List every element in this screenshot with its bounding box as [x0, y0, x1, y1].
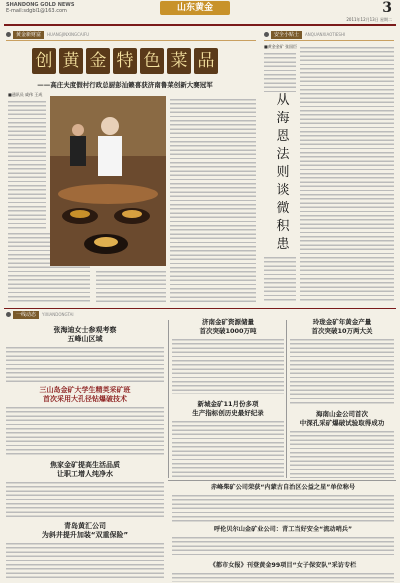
vertical-char: 谈 [276, 183, 290, 198]
vertical-char: 积 [276, 219, 290, 234]
title-char: 色 [140, 48, 164, 74]
bullet-icon [6, 312, 11, 317]
chef-photo-image [50, 96, 166, 266]
article-body [6, 406, 164, 456]
vertical-char: 微 [276, 201, 290, 216]
vertical-char: 海 [276, 111, 290, 126]
divider [168, 480, 396, 481]
article-title [290, 318, 394, 336]
title-char: 菜 [167, 48, 191, 74]
article-title [6, 522, 164, 540]
headline: 济南金矿资源储量 [202, 318, 254, 326]
article-body [172, 494, 394, 522]
headline: 青岛黄汇公司 [64, 522, 106, 530]
brand-logo: 山东黄金 [160, 1, 230, 15]
headline-2: 五峰山区域 [67, 335, 103, 343]
masthead-rule [4, 24, 396, 26]
lead-title [30, 48, 220, 76]
article-body [6, 346, 164, 382]
lead-subtitle: ——高庄夫度假村行政总厨彭汕籁喜获济南鲁菜创新大赛冠军 [37, 81, 213, 89]
safety-text-intro [264, 52, 296, 92]
article-body [290, 338, 394, 404]
chef-photo [50, 96, 166, 266]
safety-byline: ■黄金金矿 张国臣 [264, 44, 298, 49]
article-title [172, 318, 284, 336]
vertical-char: 从 [276, 93, 290, 108]
divider [4, 308, 396, 309]
article-title: 呼伦贝尔山金矿业公司：青工当好安全“流动哨兵” [213, 526, 353, 533]
lead-text-col-1 [8, 100, 46, 230]
headline-2: 中深孔采矿爆破试验取得成功 [299, 419, 385, 427]
article-body [290, 430, 394, 478]
vertical-char: 则 [276, 165, 290, 180]
headline-2: 首次采用大孔径钻爆破技术 [43, 395, 127, 403]
headline: 新城金矿11月份多项 [197, 400, 259, 408]
article-body [6, 542, 164, 580]
headline: 玲珑金矿年黄金产量 [312, 318, 372, 326]
section-header-safety [264, 31, 394, 39]
section-header-culture [6, 31, 256, 39]
divider [168, 320, 169, 478]
lead-byline: ■通讯员 咸伟 王成 [8, 92, 43, 97]
paper-name: SHANDONG GOLD NEWS [6, 2, 75, 8]
section-en: HUANGJINXINGCAIFU [47, 32, 90, 37]
title-char: 金 [86, 48, 110, 74]
headline: 张海迪女士参观考察 [53, 326, 117, 334]
page-number: 3 [382, 0, 392, 16]
article-title: 《都市女报》刊登黄金99项目“女子保安队”采访专栏 [209, 562, 357, 569]
vertical-char: 恩 [276, 129, 290, 144]
divider [6, 40, 256, 41]
headline: 海南山金公司首次 [316, 410, 368, 418]
divider [286, 320, 287, 478]
lead-text-col-2b [96, 270, 166, 304]
lead-text-col-3 [170, 98, 256, 304]
title-char: 特 [113, 48, 137, 74]
headline-2: 首次突破10万两大关 [311, 327, 373, 335]
section-en: ANQUANXIAOTIESHI [305, 32, 346, 37]
article-title [6, 461, 164, 479]
section-en: YIXIANDONGTAI [42, 312, 74, 317]
article-title: 赤峰柴矿公司荣获“内蒙古自治区公益之星”单位称号 [210, 484, 356, 491]
headline: 三山岛金矿大学生精英采矿班 [39, 386, 131, 394]
article-title [172, 400, 284, 418]
section-tag: 一线动态 [13, 311, 39, 319]
article-title [290, 410, 394, 428]
headline-2: 为斜井提升加装“双重保险” [41, 531, 129, 539]
headline-2: 生产指标创历史最好纪录 [192, 409, 264, 417]
paper-email: E-mail:sdgbl1@163.com [6, 8, 67, 14]
safety-vertical-title [268, 92, 298, 252]
bullet-icon [6, 32, 11, 37]
safety-text-col [300, 46, 394, 302]
article-body [172, 420, 284, 478]
article-body [172, 572, 394, 582]
masthead-left [6, 2, 74, 14]
title-char: 品 [194, 48, 218, 74]
section-tag: 安全小贴士 [271, 31, 302, 39]
headline-2: 首次突破1000万吨 [199, 327, 257, 335]
article-body [172, 338, 284, 394]
article-title [6, 326, 164, 344]
title-char: 创 [32, 48, 56, 74]
vertical-char: 法 [276, 147, 290, 162]
article-title [6, 386, 164, 404]
divider [264, 40, 394, 41]
section-tag: 黄金新财富 [13, 31, 44, 39]
article-body [6, 481, 164, 517]
vertical-char: 患 [276, 237, 290, 252]
issue-date: 2011年12月13日 星期二 [346, 17, 392, 22]
safety-text-col-2 [264, 256, 296, 302]
headline-2: 让职工增人纯净水 [57, 470, 113, 478]
title-char: 黄 [59, 48, 83, 74]
bullet-icon [264, 32, 269, 37]
headline: 焦家金矿提高生活品质 [50, 461, 120, 469]
article-body [172, 536, 394, 558]
